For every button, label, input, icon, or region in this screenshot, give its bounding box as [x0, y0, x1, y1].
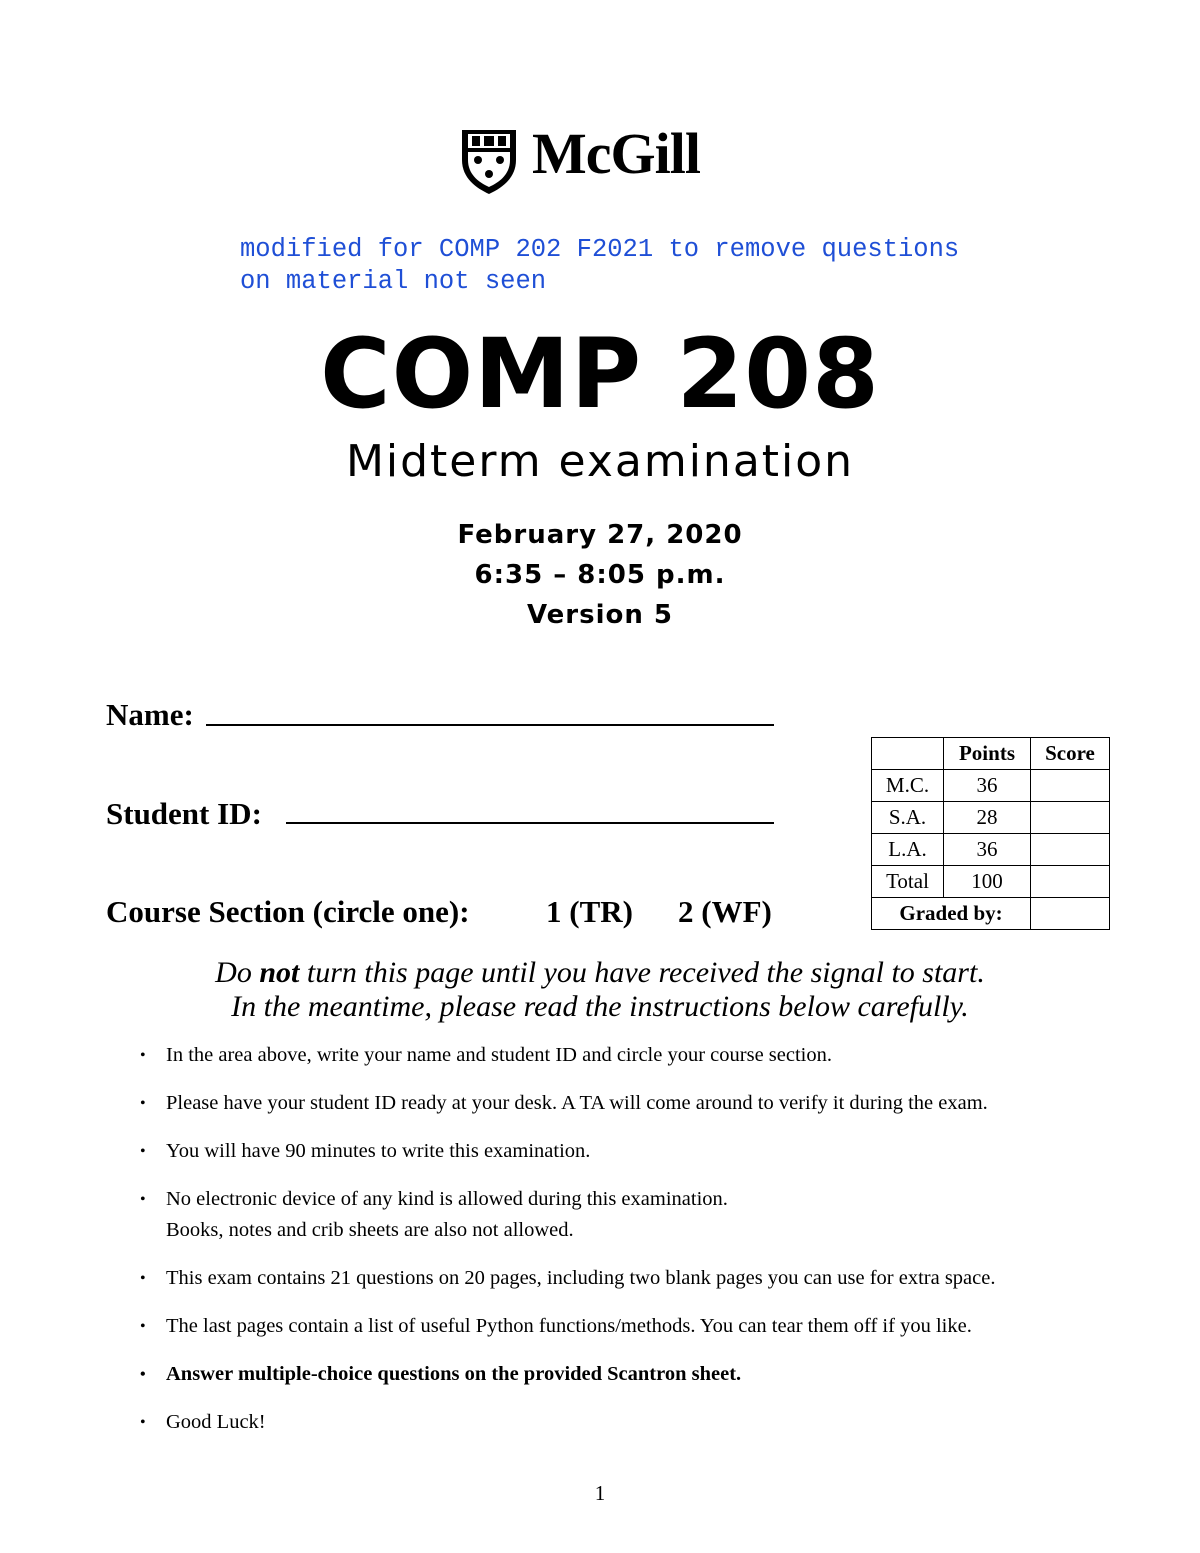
- graded-by-row: [872, 898, 1110, 930]
- row-points: 36: [944, 834, 1031, 866]
- row-score: [1031, 866, 1110, 898]
- bullet-icon: •: [140, 1414, 146, 1431]
- row-score: [1031, 802, 1110, 834]
- bullet-icon: •: [140, 1047, 146, 1064]
- section-option-1[interactable]: 1 (TR): [546, 894, 633, 929]
- row-points: 36: [944, 770, 1031, 802]
- row-label: Total: [872, 866, 944, 898]
- table-row: [872, 834, 1110, 866]
- row-label: S.A.: [872, 802, 944, 834]
- header-cell-score: Score: [1031, 738, 1110, 770]
- exam-title: Midterm examination: [345, 436, 855, 487]
- bullet-icon: •: [140, 1366, 146, 1383]
- list-item: [140, 1088, 1130, 1119]
- warning-line-2: In the meantime, please read the instructions below carefully.: [231, 990, 969, 1023]
- course-title: COMP 208: [320, 318, 880, 430]
- warning-pre: Do: [215, 956, 260, 989]
- row-points: 100: [944, 866, 1031, 898]
- row-label: M.C.: [872, 770, 944, 802]
- row-points: 28: [944, 802, 1031, 834]
- header-cell-points: Points: [944, 738, 1031, 770]
- student-id-label: Student ID:: [106, 796, 262, 831]
- instruction-text: Please have your student ID ready at your desk. A TA will come around to verify it during the exam.: [166, 1092, 988, 1114]
- page-number: 1: [594, 1481, 606, 1505]
- name-field[interactable]: [206, 724, 774, 726]
- graded-by-label: Graded by:: [872, 898, 1031, 930]
- instruction-subtext: Books, notes and crib sheets are also not allowed.: [166, 1219, 574, 1241]
- warning-emphasis: not: [259, 956, 300, 989]
- instructions-list: [140, 1040, 1130, 1455]
- bullet-icon: •: [140, 1095, 146, 1112]
- logo-wordmark: McGill: [532, 121, 700, 186]
- table-row: [872, 866, 1110, 898]
- list-item: [140, 1359, 1130, 1390]
- table-row: [872, 770, 1110, 802]
- list-item: [140, 1407, 1130, 1438]
- list-item: [140, 1136, 1130, 1167]
- bullet-icon: •: [140, 1318, 146, 1335]
- mcgill-shield-icon: [458, 126, 520, 196]
- score-table-header: [872, 738, 1110, 770]
- warning-line-1: [0, 956, 1200, 990]
- instruction-text: Answer multiple-choice questions on the provided Scantron sheet.: [166, 1363, 742, 1385]
- exam-time: 6:35 – 8:05 p.m.: [474, 560, 726, 590]
- instruction-text: Good Luck!: [166, 1411, 266, 1433]
- instruction-text: In the area above, write your name and student ID and circle your course section.: [166, 1044, 832, 1066]
- student-id-field[interactable]: [286, 822, 774, 824]
- warning-post: turn this page until you have received the signal to start.: [299, 956, 985, 989]
- row-score: [1031, 834, 1110, 866]
- graded-by-cell: [1031, 898, 1110, 930]
- bullet-icon: •: [140, 1270, 146, 1287]
- bullet-icon: •: [140, 1191, 146, 1208]
- modification-note: modified for COMP 202 F2021 to remove questions on material not seen: [240, 235, 960, 296]
- table-row: [872, 802, 1110, 834]
- list-item: [140, 1040, 1130, 1071]
- instruction-text: You will have 90 minutes to write this examination.: [166, 1140, 591, 1162]
- course-section-label: Course Section (circle one):: [106, 894, 470, 929]
- score-table: [871, 737, 1110, 930]
- mcgill-logo: [458, 121, 748, 196]
- row-score: [1031, 770, 1110, 802]
- instruction-text: This exam contains 21 questions on 20 pages, including two blank pages you can use for extra space.: [166, 1267, 996, 1289]
- header-cell-blank: [872, 738, 944, 770]
- instruction-text: No electronic device of any kind is allowed during this examination.: [166, 1188, 728, 1210]
- name-label: Name:: [106, 697, 194, 732]
- bullet-icon: •: [140, 1143, 146, 1160]
- exam-version: Version 5: [526, 600, 674, 630]
- list-item: [140, 1184, 1130, 1246]
- list-item: [140, 1311, 1130, 1342]
- section-option-2[interactable]: 2 (WF): [678, 894, 772, 929]
- instruction-text: The last pages contain a list of useful Python functions/methods. You can tear them off if you like.: [166, 1315, 972, 1337]
- row-label: L.A.: [872, 834, 944, 866]
- exam-date: February 27, 2020: [457, 520, 743, 550]
- list-item: [140, 1263, 1130, 1294]
